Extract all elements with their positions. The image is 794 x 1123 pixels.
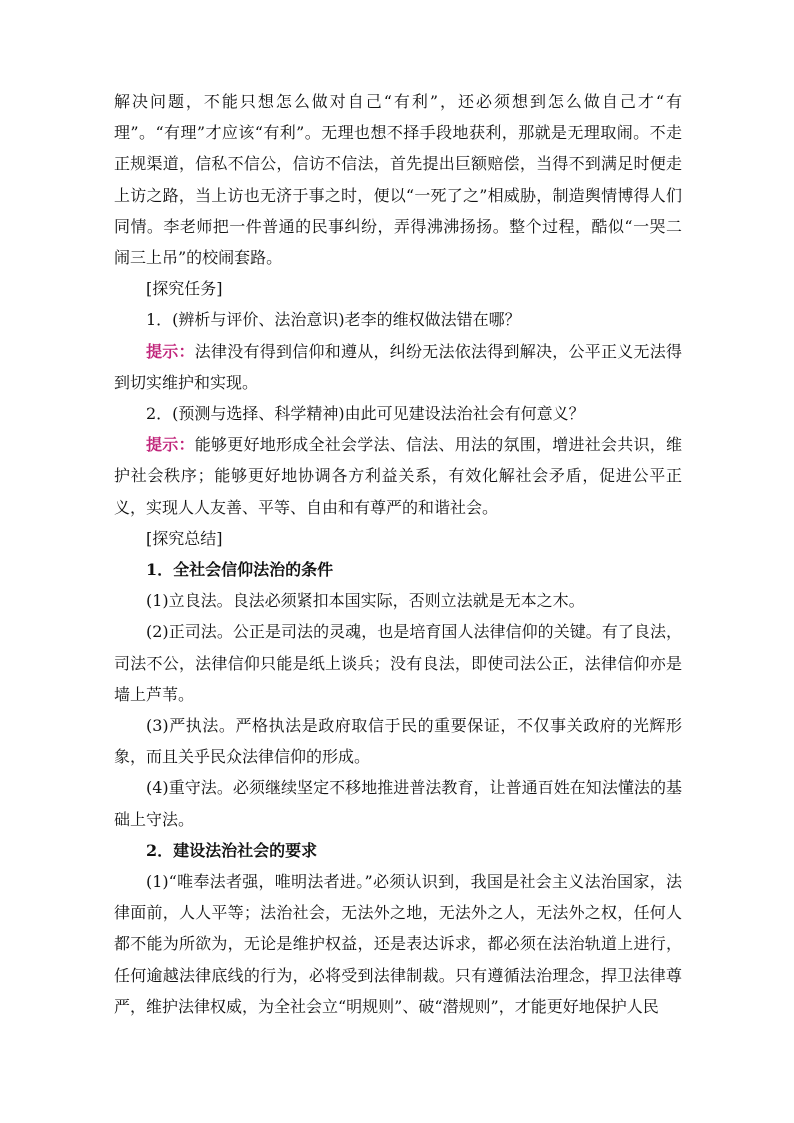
summary-section-1-item: (3)严执法。严格执法是政府取信于民的重要保证，不仅事关政府的光辉形象，而且关乎民众法律信仰的形成。	[114, 716, 682, 767]
hint-label: 提示：	[146, 435, 195, 455]
question-1: 1．(辨析与评价、法治意识)老李的维权做法错在哪？	[146, 310, 521, 330]
summary-section-1-item: (4)重守法。必须继续坚定不移地推进普法教育，让普通百姓在知法懂法的基础上守法。	[114, 778, 682, 829]
task-heading: [探究任务]	[146, 279, 223, 299]
summary-section-2-item: (1)“唯奉法者强，唯明法者进。”必须认识到，我国是社会主义法治国家，法律面前，人人平等；法治社会，无法外之地，无法外之人，无法外之权，任何人都不能为所欲为，无论是维护权益，还是表达诉求，都必须在法治轨道上进行，任何逾越法律底线的行为，必将受到法律制裁。只有遵循法治理念，捍卫法律尊严，维护法律权威，为全社会立“明规则”、破“潜规则”，才能更好地保护人民	[114, 872, 682, 1016]
question-2: 2．(预测与选择、科学精神)由此可见建设法治社会有何意义？	[146, 404, 585, 424]
summary-section-1-item: (2)正司法。公正是司法的灵魂，也是培育国人法律信仰的关键。有了良法，司法不公，法律信仰只能是纸上谈兵；没有良法，即使司法公正，法律信仰亦是墙上芦苇。	[114, 622, 682, 704]
intro-paragraph: 解决问题，不能只想怎么做对自己“有利”，还必须想到怎么做自己才“有理”。“有理”才应该“有利”。无理也想不择手段地获利，那就是无理取闹。不走正规渠道，信私不信公，信访不信法，首先提出巨额赔偿，当得不到满足时便走上访之路，当上访也无济于事之时，便以“一死了之”相威胁，制造舆情博得人们同情。李老师把一件普通的民事纠纷，弄得沸沸扬扬。整个过程，酷似“一哭二闹三上吊”的校闹套路。	[114, 92, 682, 268]
answer-2	[114, 429, 682, 523]
summary-heading: [探究总结]	[146, 528, 223, 548]
answer-1-text: 法律没有得到信仰和遵从，纠纷无法依法得到解决，公平正义无法得到切实维护和实现。	[114, 341, 682, 392]
document-page	[114, 86, 682, 1022]
summary-section-2-title: 2．建设法治社会的要求	[146, 840, 318, 860]
answer-1	[114, 336, 682, 398]
summary-section-1-title: 1．全社会信仰法治的条件	[146, 560, 334, 580]
answer-2-text: 能够更好地形成全社会学法、信法、用法的氛围，增进社会共识，维护社会秩序；能够更好地协调各方利益关系，有效化解社会矛盾，促进公平正义，实现人人友善、平等、自由和有尊严的和谐社会。	[114, 435, 682, 517]
hint-label: 提示：	[146, 341, 195, 361]
summary-section-1-item: (1)立良法。良法必须紧扣本国实际，否则立法就是无本之木。	[146, 591, 585, 611]
